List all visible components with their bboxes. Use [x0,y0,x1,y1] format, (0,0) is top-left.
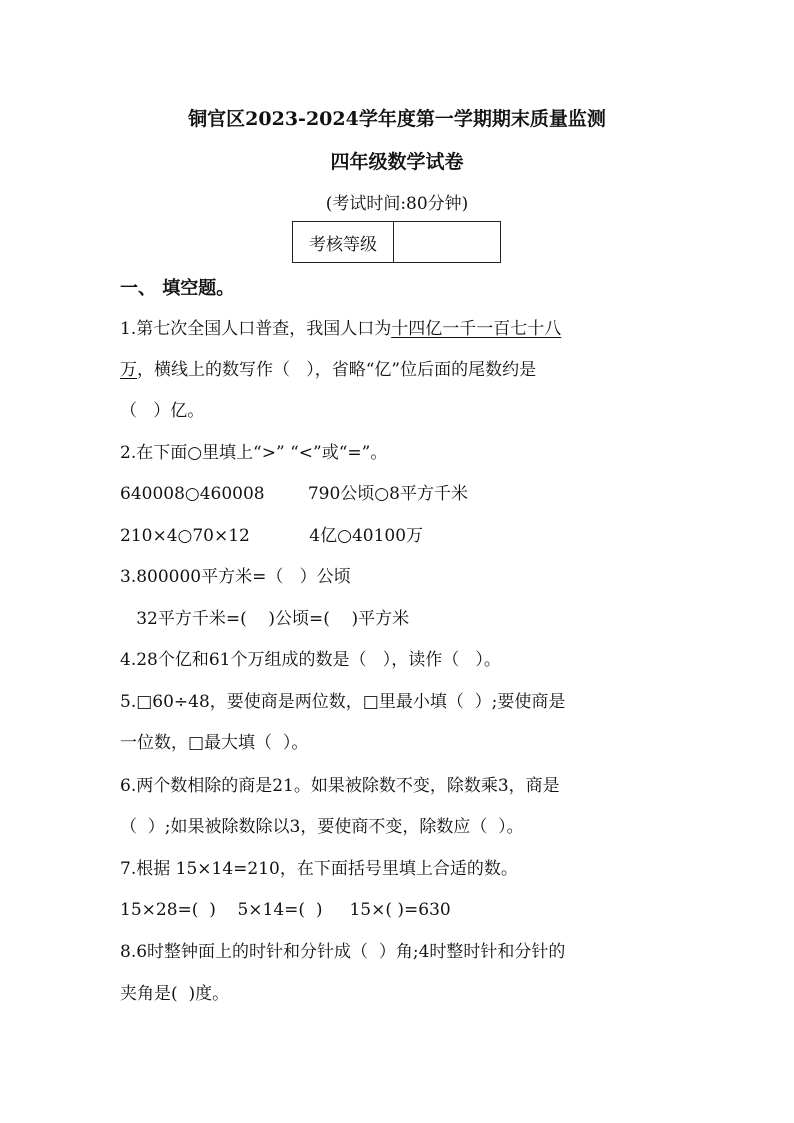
question-1-text-2: ，横线上的数写作（ ），省略“亿”位后面的尾数约是 [137,360,537,380]
question-5-line-2: 一位数，□最大填（ ）。 [120,733,309,753]
question-3-line-1: 3.800000平方米=（ ）公顷 [120,567,351,587]
question-2-row-1: 640008○460008 790公顷○8平方千米 [120,484,468,504]
exam-subtitle: 四年级数学试卷 [330,151,464,173]
question-2: 2.在下面○里填上“>” “<”或“=”。 [120,443,388,463]
question-6-line-1: 6.两个数相除的商是21。如果被除数不变，除数乘3，商是 [120,776,560,796]
section-heading-fill-in: 一、 填空题。 [120,278,235,299]
grade-value-cell[interactable] [394,222,501,263]
question-7-row: 15×28=( ) 5×14=( ) 15×( )=630 [120,900,451,920]
question-1-line-2 [120,359,536,381]
question-3-line-2: 32平方千米=( )公顷=( )平方米 [120,609,410,629]
question-1-text: 1.第七次全国人口普查，我国人口为 [120,319,392,339]
question-4: 4.28个亿和61个万组成的数是（ ），读作（ ）。 [120,650,501,670]
exam-title: 铜官区2023-2024学年度第一学期期末质量监测 [188,108,606,130]
grade-label: 考核等级 [293,222,394,263]
question-5-line-1: 5.□60÷48，要使商是两位数，□里最小填（ ）;要使商是 [120,692,566,712]
question-7: 7.根据 15×14=210，在下面括号里填上合适的数。 [120,859,518,879]
question-8-line-2: 夹角是( )度。 [120,984,230,1004]
question-1-underlined-unit: 万 [120,360,137,380]
exam-time-note: (考试时间:80分钟) [325,194,469,214]
question-1-line-1 [120,318,561,340]
question-6-line-2: （ ）;如果被除数除以3，要使商不变，除数应（ ）。 [120,817,524,837]
grade-table [292,221,501,263]
question-1-underlined-number: 十四亿一千一百七十八 [391,319,562,339]
question-8-line-1: 8.6时整钟面上的时针和分针成（ ）角;4时整时针和分针的 [120,942,566,962]
question-1-line-3: （ ）亿。 [120,401,205,421]
question-2-row-2: 210×4○70×12 4亿○40100万 [120,526,424,546]
